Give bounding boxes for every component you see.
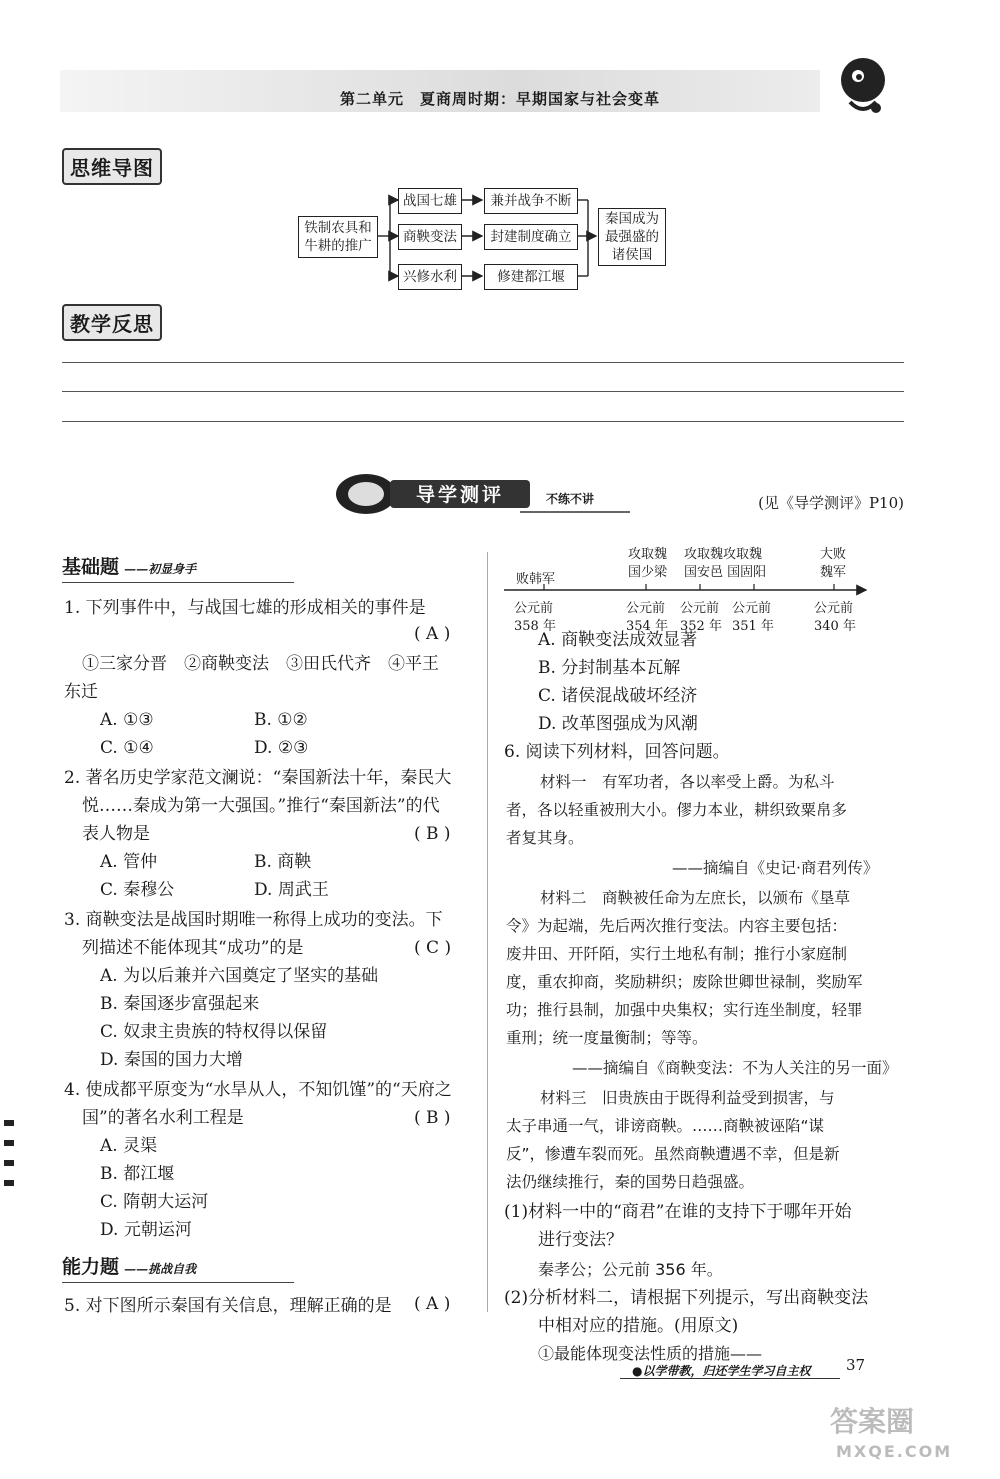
q1-option-a: A. ①③	[100, 710, 154, 730]
edge-mark	[4, 1180, 14, 1186]
edge-mark	[4, 1160, 14, 1166]
mascot-icon	[828, 50, 898, 120]
reflection-line-1	[62, 362, 904, 363]
q3-line2: 列描述不能体现其“成功”的是	[82, 938, 304, 958]
material-1-line2: 者，各以轻重被刑大小。僇力本业，耕织致粟帛多	[506, 801, 848, 819]
q6-sub2-line1: (2)分析材料二，请根据下列提示，写出商鞅变法	[504, 1288, 869, 1308]
timeline-date-3-line2: 352 年	[680, 619, 722, 634]
ability-label: 能力题	[62, 1256, 120, 1278]
q3-option-b: B. 秦国逐步富强起来	[100, 994, 260, 1014]
mind-map-outcome: 秦国成为最强盛的诸侯国	[598, 208, 666, 266]
q1-line2: 东迁	[64, 682, 98, 702]
ability-header	[62, 1252, 294, 1283]
timeline-event-3-4-line2: 国安邑 国固阳	[684, 565, 767, 580]
q3-answer: ( C )	[414, 938, 452, 958]
material-2-line5: 功；推行县制，加强中央集权；实行连坐制度，轻罪	[506, 1001, 863, 1019]
q6-sub1-line2: 进行变法？	[538, 1230, 623, 1250]
mind-map-middle-3: 兴修水利	[398, 264, 462, 290]
mind-map-result-3: 修建都江堰	[484, 264, 578, 290]
edge-mark	[4, 1120, 14, 1126]
q6-sub2-line3: ①最能体现变法性质的措施——	[538, 1344, 763, 1363]
banner-subtitle: 不练不讲	[546, 492, 595, 506]
mind-map-root: 铁制农具和牛耕的推广	[298, 216, 378, 258]
page-number: 37	[846, 1356, 866, 1374]
q3-line1: 3. 商鞅变法是战国时期唯一称得上成功的变法。下	[64, 910, 443, 930]
timeline-event-3-4-line1: 攻取魏攻取魏	[684, 547, 763, 562]
ability-sub: ——挑战自我	[124, 1262, 197, 1276]
q2-option-b: B. 商鞅	[254, 852, 312, 872]
basic-header	[62, 552, 294, 583]
timeline-date-2-line2: 354 年	[626, 619, 668, 634]
q2-line3: 表人物是	[82, 824, 150, 844]
timeline-date-3-line1: 公元前	[680, 601, 720, 616]
basic-sub: ——初显身手	[124, 562, 197, 576]
material-1-line3: 者复其身。	[506, 829, 584, 847]
q2-line1: 2. 著名历史学家范文澜说：“秦国新法十年，秦民大	[64, 768, 452, 788]
basic-label: 基础题	[62, 556, 120, 578]
q5-stem: 5. 对下图所示秦国有关信息，理解正确的是	[64, 1296, 392, 1316]
timeline-date-5	[814, 600, 856, 636]
q6-sub1-line1: (1)材料一中的“商君”在谁的支持下于哪年开始	[504, 1202, 852, 1222]
timeline-event-3-4	[684, 546, 766, 582]
timeline-date-4-line1: 公元前	[732, 601, 772, 616]
watermark-url: MXQE.COM	[836, 1442, 953, 1461]
material-2-line3: 废井田、开阡陌，实行土地私有制；推行小家庭制	[506, 945, 848, 963]
unit-title: 第二单元 夏商周时期：早期国家与社会变革	[339, 90, 660, 108]
edge-mark	[4, 1140, 14, 1146]
mind-map-middle-1: 战国七雄	[398, 188, 462, 214]
timeline-date-5-line2: 340 年	[814, 619, 856, 634]
material-2-line4: 度，重农抑商，奖励耕织；废除世卿世禄制，奖励军	[506, 973, 863, 991]
reflection-line-2	[62, 391, 904, 392]
q1-stem: 1. 下列事件中，与战国七雄的形成相关的事件是	[64, 598, 426, 618]
mind-map-tag: 思维导图	[62, 148, 162, 185]
timeline-date-2-line1: 公元前	[626, 601, 666, 616]
q2-option-c: C. 秦穆公	[100, 880, 175, 900]
timeline-date-5-line1: 公元前	[814, 601, 854, 616]
q2-option-d: D. 周武王	[254, 880, 329, 900]
material-1-source: ——摘编自《史记·商君列传》	[672, 859, 879, 877]
q5-option-a: A. 商鞅变法成效显著	[538, 630, 698, 650]
timeline-axis	[504, 580, 874, 600]
reflection-tag: 教学反思	[62, 304, 162, 341]
material-3-line1: 材料三 旧贵族由于既得利益受到损害，与	[540, 1089, 835, 1107]
q4-answer: ( B )	[414, 1108, 451, 1128]
mind-map-result-1: 兼并战争不断	[484, 188, 578, 214]
q4-option-b: B. 都江堰	[100, 1164, 175, 1184]
q4-option-a: A. 灵渠	[100, 1136, 158, 1156]
q5-option-b: B. 分封制基本瓦解	[538, 658, 681, 678]
footer-slogan: ●以学带教，归还学生学习自主权	[632, 1364, 811, 1378]
timeline-event-1: 败韩军	[516, 572, 556, 587]
timeline-event-5-line2: 魏军	[820, 565, 847, 580]
q1-option-d: D. ②③	[254, 738, 309, 758]
timeline-event-2-line2: 国少梁	[628, 565, 668, 580]
mind-map-result-2: 封建制度确立	[484, 224, 578, 250]
material-2-line2: 令》为起端，先后两次推行变法。内容主要包括：	[506, 917, 848, 935]
q3-option-c: C. 奴隶主贵族的特权得以保留	[100, 1022, 328, 1042]
q6-stem: 6. 阅读下列材料，回答问题。	[504, 742, 730, 762]
q4-option-d: D. 元朝运河	[100, 1220, 192, 1240]
material-3-line4: 法仍继续推行，秦的国势日趋强盛。	[506, 1173, 755, 1191]
material-3-line2: 太子串通一气，诽谤商鞅。……商鞅被诬陷“谋	[506, 1117, 825, 1135]
q3-option-d: D. 秦国的国力大增	[100, 1050, 243, 1070]
q4-line1: 4. 使成都平原变为“水旱从人，不知饥馑”的“天府之	[64, 1080, 452, 1100]
q3-option-a: A. 为以后兼并六国奠定了坚实的基础	[100, 966, 379, 986]
mind-map-middle-2: 商鞅变法	[398, 224, 462, 250]
q1-answer: ( A )	[414, 624, 451, 644]
material-3-line3: 反”，惨遭车裂而死。虽然商鞅遭遇不幸，但是新	[506, 1145, 840, 1163]
timeline-event-5-line1: 大败	[820, 547, 847, 562]
q6-sub2-line2: 中相对应的措施。(用原文)	[538, 1316, 739, 1336]
material-2-line6: 重刑；统一度量衡制；等等。	[506, 1029, 708, 1047]
timeline-date-4	[732, 600, 774, 636]
material-1-line1: 材料一 有军功者，各以率受上爵。为私斗	[540, 773, 835, 791]
banner-title: 导学测评	[416, 484, 505, 506]
q2-option-a: A. 管仲	[100, 852, 158, 872]
timeline-date-1-line2: 358 年	[514, 619, 556, 634]
timeline-event-2	[628, 546, 667, 582]
q5-option-d: D. 改革图强成为风潮	[538, 714, 698, 734]
q1-option-b: B. ①②	[254, 710, 308, 730]
q5-answer: ( A )	[414, 1294, 451, 1314]
timeline-event-5	[820, 546, 846, 582]
reference-note: (见《导学测评》P10)	[758, 494, 904, 512]
q4-line2: 国”的著名水利工程是	[82, 1108, 244, 1128]
material-2-source: ——摘编自《商鞅变法：不为人关注的另一面》	[572, 1059, 898, 1077]
q1-line1: ①三家分晋 ②商鞅变法 ③田氏代齐 ④平王	[82, 654, 439, 674]
timeline-event-2-line1: 攻取魏	[628, 547, 668, 562]
timeline-date-1-line1: 公元前	[514, 601, 554, 616]
q2-answer: ( B )	[414, 824, 451, 844]
q5-option-c: C. 诸侯混战破坏经济	[538, 686, 698, 706]
reflection-line-3	[62, 421, 904, 422]
q1-option-c: C. ①④	[100, 738, 154, 758]
q2-line2: 悦……秦成为第一大强国。”推行“秦国新法”的代	[82, 796, 440, 816]
material-2-line1: 材料二 商鞅被任命为左庶长，以颁布《垦草	[540, 889, 851, 907]
q6-sub1-answer: 秦孝公；公元前 356 年。	[538, 1260, 723, 1279]
column-divider	[487, 552, 488, 1312]
q4-option-c: C. 隋朝大运河	[100, 1192, 209, 1212]
timeline-date-4-line2: 351 年	[732, 619, 774, 634]
watermark-text: 答案圈	[830, 1405, 915, 1438]
